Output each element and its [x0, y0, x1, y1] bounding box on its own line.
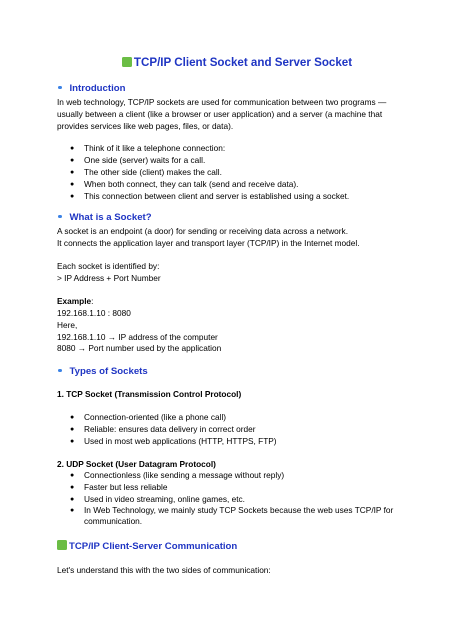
tcp-bullet: ● Reliable: ensures data delivery in correct order — [84, 424, 256, 435]
section-heading-types — [58, 366, 148, 377]
intro-line-1: In web technology, TCP/IP sockets are used for communication between two programs — — [57, 97, 387, 107]
section-heading-text: What is a Socket? — [69, 212, 152, 223]
intro-bullet: ● Think of it like a telephone connection: — [84, 143, 225, 154]
socket-line-1: A socket is an endpoint (a door) for sending or receiving data across a network. — [57, 226, 349, 236]
udp-bullet: ● In Web Technology, we mainly study TCP Sockets because the web uses TCP/IP for — [84, 505, 393, 516]
example-label: Example — [57, 296, 92, 306]
udp-bullet: ● Connectionless (like sending a message without reply) — [84, 470, 284, 481]
socket-line-2: It connects the application layer and transport layer (TCP/IP) in the Internet model. — [57, 238, 360, 248]
example-line: 8080 → Port number used by the application — [57, 343, 222, 353]
example-line: Here, — [57, 320, 78, 330]
intro-bullet: ● One side (server) waits for a call. — [84, 155, 205, 166]
bullet-dot-icon — [58, 215, 62, 219]
socket-identified: Each socket is identified by: — [57, 261, 160, 271]
example-line: 192.168.1.10 : 8080 — [57, 308, 131, 318]
example-heading — [57, 296, 93, 307]
tcp-bullet: ● Used in most web applications (HTTP, HTTPS, FTP) — [84, 436, 277, 447]
intro-line-3: provides services like web pages, files, or data). — [57, 121, 234, 131]
page-title-text: TCP/IP Client Socket and Server Socket — [133, 56, 353, 69]
tcp-socket-title: 1. TCP Socket (Transmission Control Protocol) — [57, 389, 242, 399]
section-heading-text: Types of Sockets — [69, 366, 148, 377]
green-square-icon — [57, 540, 67, 550]
intro-bullet: ● When both connect, they can talk (send and receive data). — [84, 179, 298, 190]
intro-bullet: ● This connection between client and server is established using a socket. — [84, 191, 349, 202]
section-heading-introduction — [58, 83, 125, 94]
communication-line: Let's understand this with the two sides of communication: — [57, 565, 271, 575]
page-title — [0, 57, 474, 68]
bullet-dot-icon — [58, 86, 62, 90]
intro-bullet: ● The other side (client) makes the call. — [84, 167, 222, 178]
intro-line-2: usually between a client (like a browser or user application) and a server (a machine that — [57, 109, 383, 119]
example-colon: : — [91, 296, 94, 306]
section-heading-socket — [58, 212, 152, 223]
section-heading-communication — [57, 540, 237, 552]
green-square-icon — [122, 57, 132, 67]
socket-formula: > IP Address + Port Number — [57, 273, 161, 283]
bullet-dot-icon — [58, 369, 62, 373]
section-heading-text: TCP/IP Client-Server Communication — [69, 541, 238, 552]
udp-bullet: ● Faster but less reliable — [84, 482, 167, 493]
section-heading-text: Introduction — [69, 83, 126, 94]
udp-bullet-continuation: communication. — [84, 516, 143, 526]
udp-bullet: ● Used in video streaming, online games, etc. — [84, 494, 245, 505]
udp-socket-title: 2. UDP Socket (User Datagram Protocol) — [57, 459, 216, 469]
tcp-bullet: ● Connection-oriented (like a phone call) — [84, 412, 226, 423]
example-line: 192.168.1.10 → IP address of the computer — [57, 332, 218, 342]
